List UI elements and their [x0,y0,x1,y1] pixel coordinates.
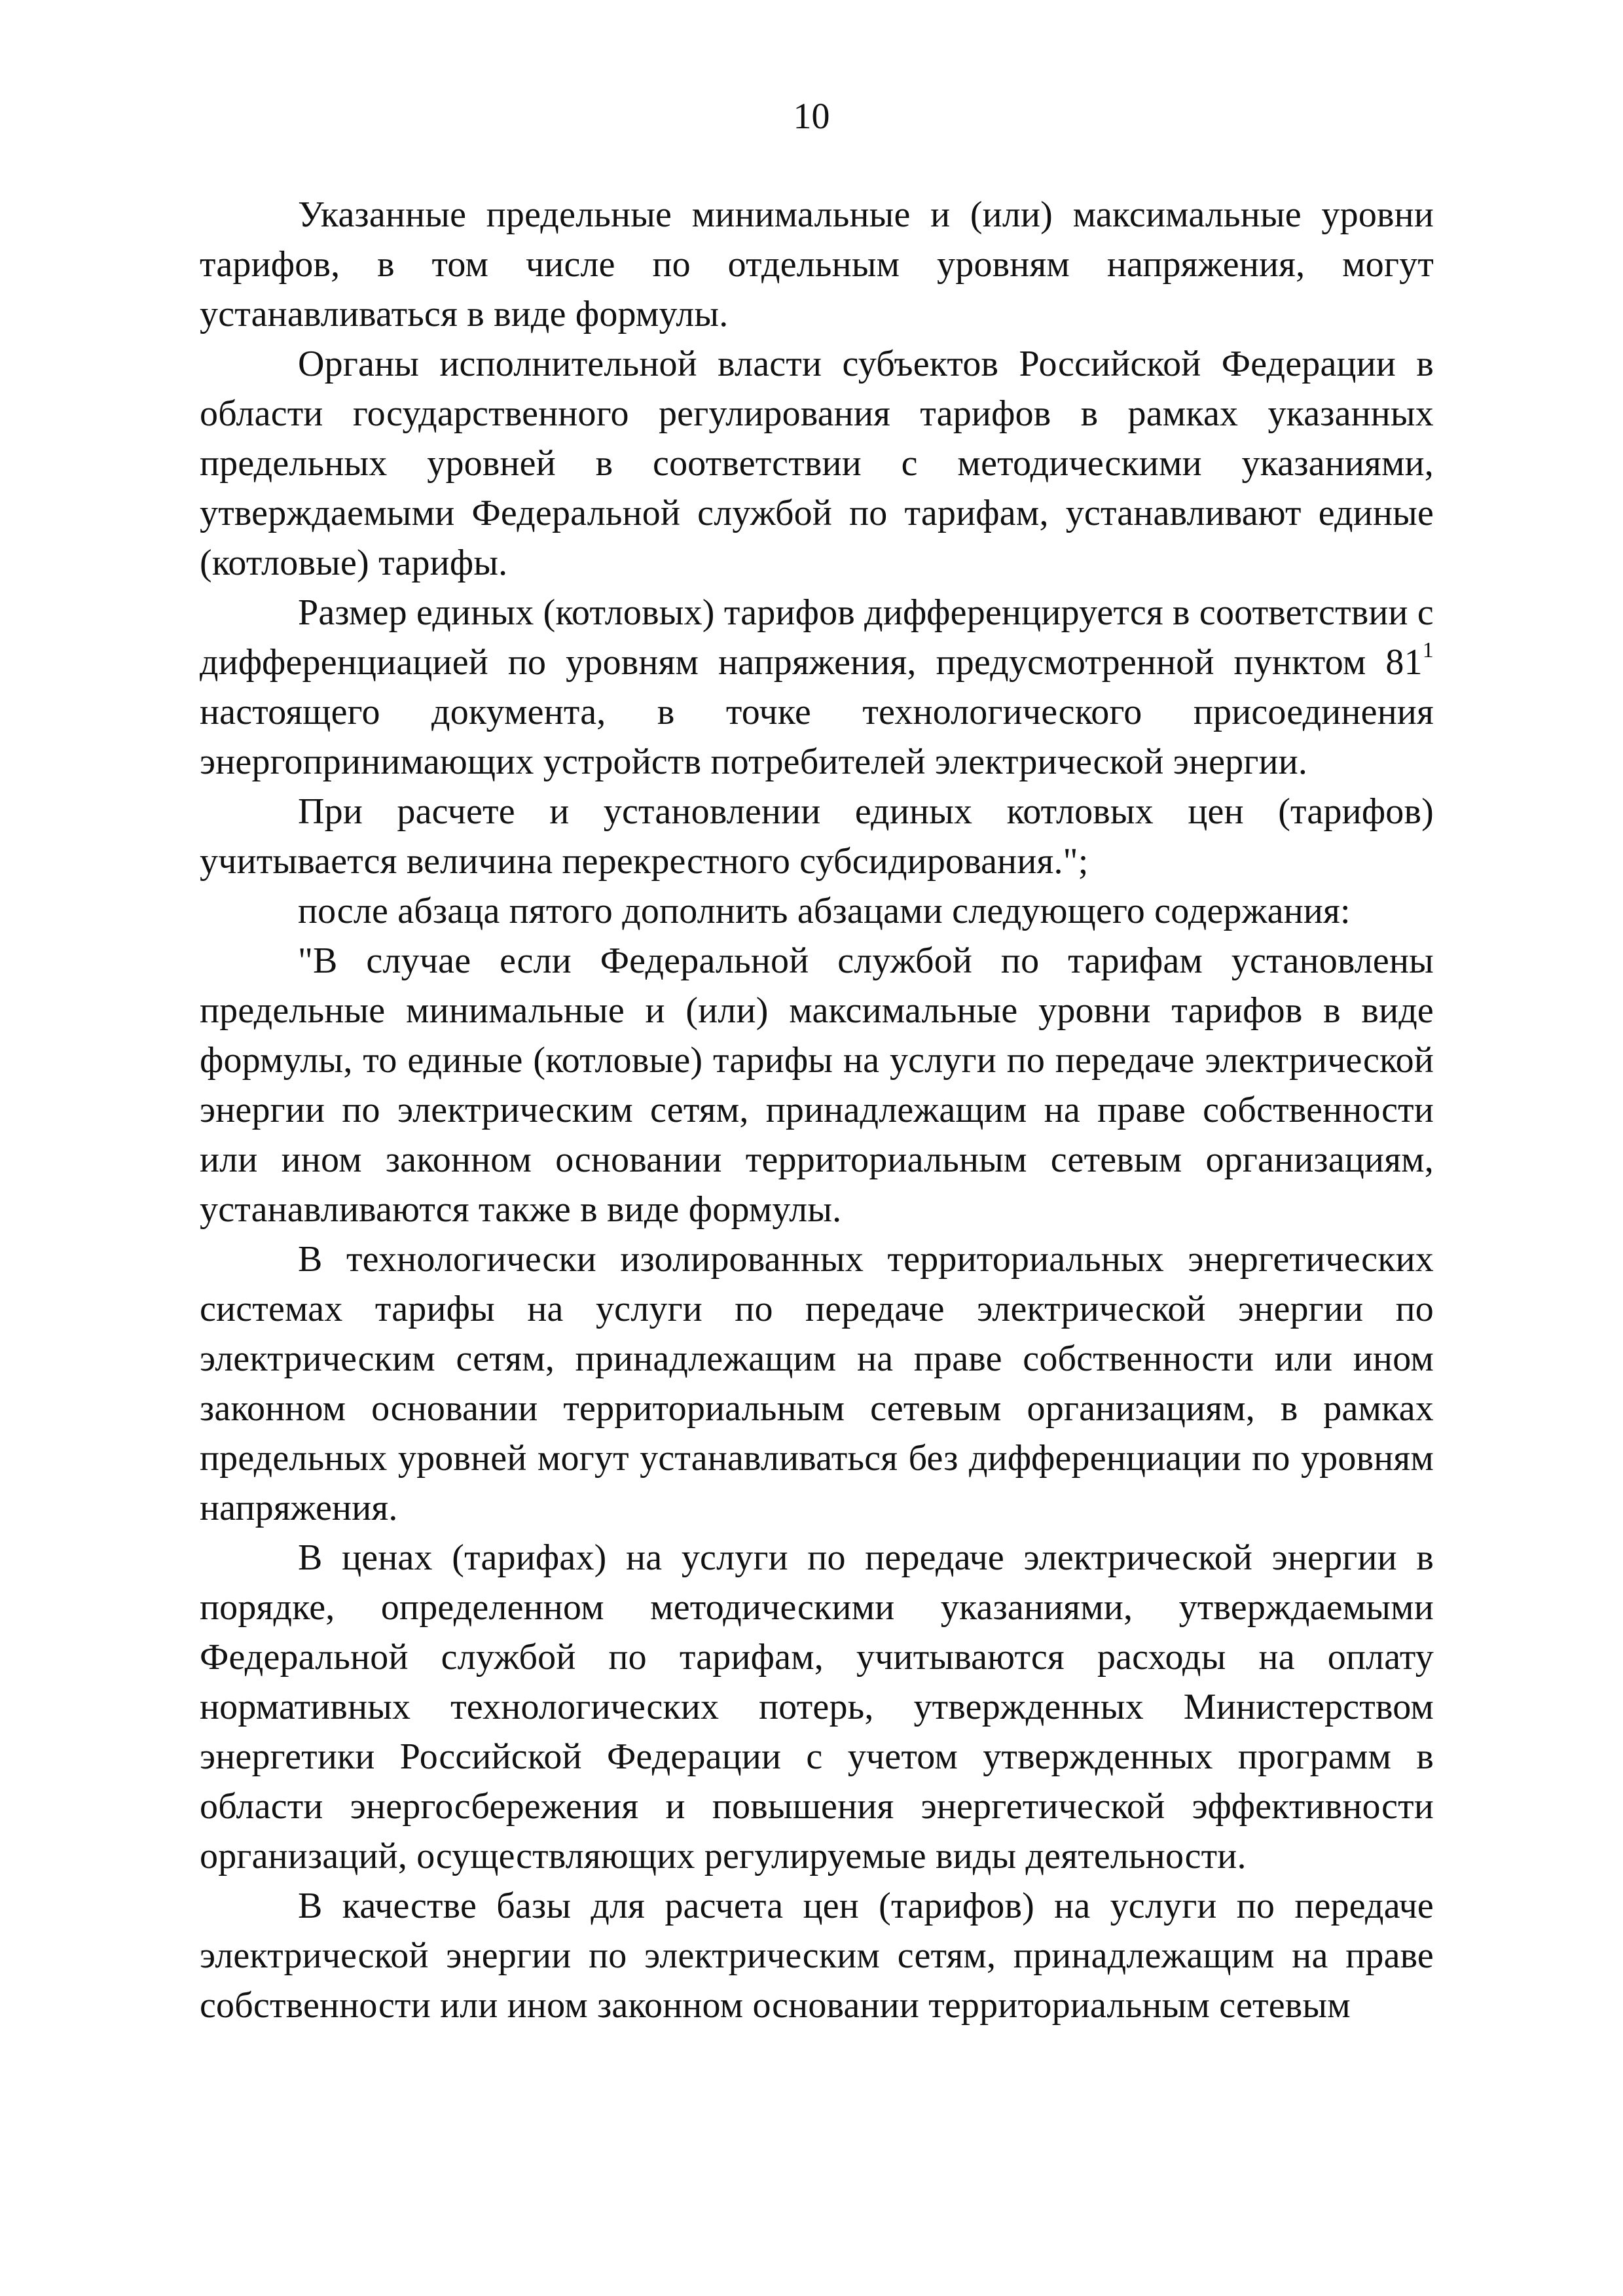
paragraph: При расчете и установлении единых котловых цен (тарифов) учитывается величина перекрестного субсидирования."; [200,791,1434,882]
paragraph: после абзаца пятого дополнить абзацами следующего содержания: [298,891,1351,931]
page-number: 10 [793,96,830,137]
paragraph [200,588,1434,787]
paragraph-text: Размер единых (котловых) тарифов дифференцируется в соответствии с дифференциацией по уровням напряжения, предусмотренной пунктом 81 [200,592,1434,683]
paragraph: В технологически изолированных территориальных энергетических системах тарифы на услуги по передаче электрической энергии по электрическим сетям, принадлежащим на праве собственности или ином законном основании территориальным сетевым организациям, в рамках предельных уровней могут устанавливаться без дифференциации по уровням напряжения. [200,1239,1434,1528]
paragraph: "В случае если Федеральной службой по тарифам установлены предельные минимальные и (или) максимальные уровни тарифов в виде формулы, то единые (котловые) тарифы на услуги по передаче электрической энергии по электрическим сетям, принадлежащим на праве собственности или ином законном основании территориальным сетевым организациям, устанавливаются также в виде формулы. [200,941,1434,1230]
paragraph: В ценах (тарифах) на услуги по передаче электрической энергии в порядке, определенном методическими указаниями, утверждаемыми Федеральной службой по тарифам, учитываются расходы на оплату нормативных технологических потерь, утвержденных Министерством энергетики Российской Федерации с учетом утвержденных программ в области энергосбережения и повышения энергетической эффективности организаций, осуществляющих регулируемые виды деятельности. [200,1537,1434,1876]
paragraph-text: настоящего документа, в точке технологического присоединения энергопринимающих устройств потребителей электрической энергии. [200,692,1434,782]
paragraph: В качестве базы для расчета цен (тарифов) на услуги по передаче электрической энергии по электрическим сетям, принадлежащим на праве собственности или ином законном основании территориальным сетевым [200,1886,1434,2026]
document-body [200,190,1434,2030]
superscript: 1 [1422,638,1434,662]
paragraph: Указанные предельные минимальные и (или) максимальные уровни тарифов, в том числе по отдельным уровням напряжения, могут устанавливаться в виде формулы. [200,194,1434,334]
paragraph: Органы исполнительной власти субъектов Российской Федерации в области государственного регулирования тарифов в рамках указанных предельных уровней в соответствии с методическими указаниями, утверждаемыми Федеральной службой по тарифам, устанавливают единые (котловые) тарифы. [200,344,1434,583]
